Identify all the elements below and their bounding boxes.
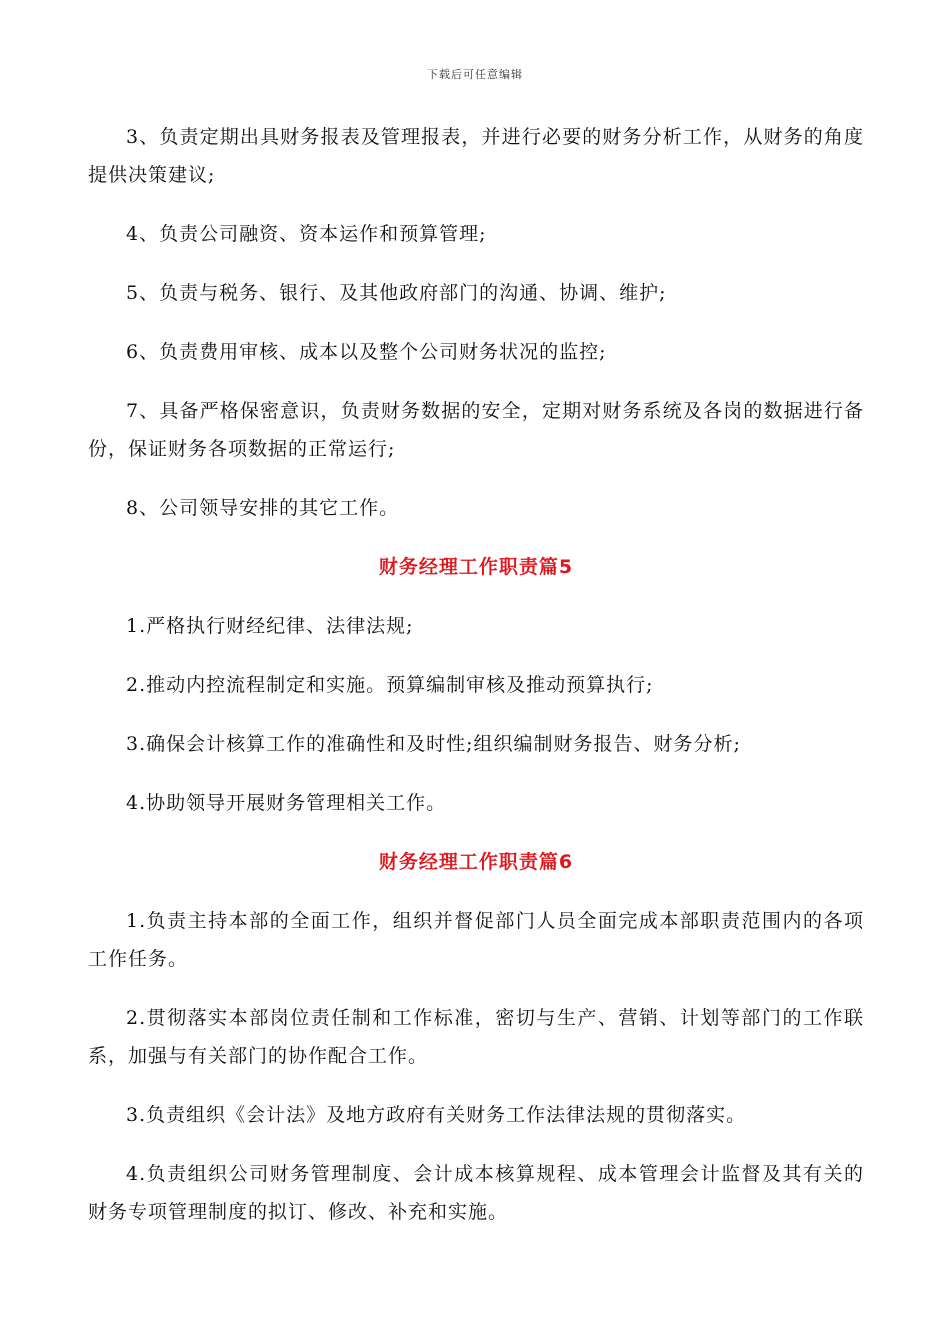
section-6-item-4: 4.负责组织公司财务管理制度、会计成本核算规程、成本管理会计监督及其有关的财务专项管理制度的拟订、修改、补充和实施。 (88, 1163, 864, 1223)
section-5-item-3: 3.确保会计核算工作的准确性和及时性;组织编制财务报告、财务分析; (126, 733, 741, 755)
watermark-header: 下载后可任意编辑 (427, 68, 523, 81)
section-6-item-3: 3.负责组织《会计法》及地方政府有关财务工作法律法规的贯彻落实。 (126, 1104, 747, 1126)
section-6-item-2: 2.贯彻落实本部岗位责任制和工作标准，密切与生产、营销、计划等部门的工作联系，加强与有关部门的协作配合工作。 (88, 1007, 864, 1067)
section-5-item-1: 1.严格执行财经纪律、法律法规; (126, 615, 414, 637)
paragraph-item-3: 3、负责定期出具财务报表及管理报表，并进行必要的财务分析工作，从财务的角度提供决策建议; (88, 126, 864, 186)
document-body (88, 118, 864, 1231)
paragraph-item-8: 8、公司领导安排的其它工作。 (126, 497, 400, 519)
section-6-heading: 财务经理工作职责篇6 (378, 851, 574, 873)
paragraph-item-7: 7、具备严格保密意识，负责财务数据的安全，定期对财务系统及各岗的数据进行备份，保证财务各项数据的正常运行; (88, 400, 864, 460)
section-5-heading: 财务经理工作职责篇5 (378, 556, 574, 578)
paragraph-item-4: 4、负责公司融资、资本运作和预算管理; (126, 223, 487, 245)
paragraph-item-5: 5、负责与税务、银行、及其他政府部门的沟通、协调、维护; (126, 282, 667, 304)
section-5-item-4: 4.协助领导开展财务管理相关工作。 (126, 792, 447, 814)
section-5-item-2: 2.推动内控流程制定和实施。预算编制审核及推动预算执行; (126, 674, 654, 696)
section-6-item-1: 1.负责主持本部的全面工作，组织并督促部门人员全面完成本部职责范围内的各项工作任务。 (88, 910, 864, 970)
paragraph-item-6: 6、负责费用审核、成本以及整个公司财务状况的监控; (126, 341, 607, 363)
